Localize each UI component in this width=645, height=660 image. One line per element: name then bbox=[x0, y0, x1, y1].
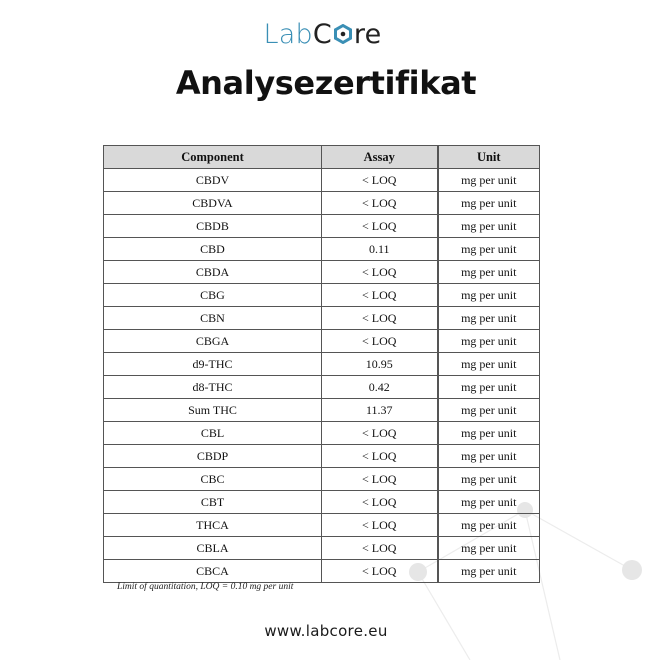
cell-assay: < LOQ bbox=[322, 169, 438, 192]
table-row bbox=[104, 169, 540, 192]
cell-unit: mg per unit bbox=[438, 330, 540, 353]
cell-unit: mg per unit bbox=[438, 284, 540, 307]
cell-unit: mg per unit bbox=[438, 399, 540, 422]
cell-assay: < LOQ bbox=[322, 468, 438, 491]
cell-component: CBC bbox=[104, 468, 322, 491]
header-assay: Assay bbox=[322, 146, 438, 169]
cell-component: d9-THC bbox=[104, 353, 322, 376]
cell-component: CBDVA bbox=[104, 192, 322, 215]
cell-unit: mg per unit bbox=[438, 491, 540, 514]
cell-assay: < LOQ bbox=[322, 307, 438, 330]
table-row bbox=[104, 514, 540, 537]
cell-unit: mg per unit bbox=[438, 169, 540, 192]
cell-unit: mg per unit bbox=[438, 261, 540, 284]
cell-assay: < LOQ bbox=[322, 215, 438, 238]
cell-component: CBG bbox=[104, 284, 322, 307]
hexagon-o-icon bbox=[333, 24, 353, 44]
header-component: Component bbox=[104, 146, 322, 169]
table-row bbox=[104, 353, 540, 376]
cell-assay: 0.11 bbox=[322, 238, 438, 261]
cell-assay: < LOQ bbox=[322, 491, 438, 514]
cell-assay: < LOQ bbox=[322, 422, 438, 445]
cell-component: CBLA bbox=[104, 537, 322, 560]
cell-component: d8-THC bbox=[104, 376, 322, 399]
cell-assay: < LOQ bbox=[322, 330, 438, 353]
cell-unit: mg per unit bbox=[438, 215, 540, 238]
cell-unit: mg per unit bbox=[438, 238, 540, 261]
cell-unit: mg per unit bbox=[438, 445, 540, 468]
table-row bbox=[104, 445, 540, 468]
cell-assay: < LOQ bbox=[322, 537, 438, 560]
cell-assay: 10.95 bbox=[322, 353, 438, 376]
table-row bbox=[104, 261, 540, 284]
cell-unit: mg per unit bbox=[438, 468, 540, 491]
table-row bbox=[104, 215, 540, 238]
cell-unit: mg per unit bbox=[438, 192, 540, 215]
cell-unit: mg per unit bbox=[438, 422, 540, 445]
website-link[interactable]: www.labcore.eu bbox=[264, 622, 388, 640]
logo-lab-text: Lab bbox=[263, 19, 313, 50]
cell-component: CBDV bbox=[104, 169, 322, 192]
cell-component: Sum THC bbox=[104, 399, 322, 422]
table-row bbox=[104, 422, 540, 445]
cell-unit: mg per unit bbox=[438, 307, 540, 330]
table-row bbox=[104, 399, 540, 422]
logo-core-rest-text: re bbox=[353, 19, 382, 50]
table-row bbox=[104, 491, 540, 514]
cell-assay: < LOQ bbox=[322, 514, 438, 537]
cell-component: CBGA bbox=[104, 330, 322, 353]
cell-unit: mg per unit bbox=[438, 560, 540, 583]
cell-component: CBDA bbox=[104, 261, 322, 284]
table-row bbox=[104, 307, 540, 330]
cell-assay: < LOQ bbox=[322, 192, 438, 215]
cell-assay: 11.37 bbox=[322, 399, 438, 422]
cell-component: CBDB bbox=[104, 215, 322, 238]
loq-footnote: Limit of quantitation, LOQ = 0.10 mg per unit bbox=[117, 582, 294, 592]
table-header-row bbox=[104, 146, 540, 169]
cell-assay: < LOQ bbox=[322, 284, 438, 307]
table-row bbox=[104, 560, 540, 583]
cell-unit: mg per unit bbox=[438, 514, 540, 537]
cell-component: CBCA bbox=[104, 560, 322, 583]
cell-assay: < LOQ bbox=[322, 261, 438, 284]
labcore-logo bbox=[0, 18, 645, 52]
table-row bbox=[104, 284, 540, 307]
cell-component: CBL bbox=[104, 422, 322, 445]
table-row bbox=[104, 468, 540, 491]
cell-unit: mg per unit bbox=[438, 537, 540, 560]
table-row bbox=[104, 376, 540, 399]
cell-assay: < LOQ bbox=[322, 560, 438, 583]
header-unit: Unit bbox=[438, 146, 540, 169]
cell-component: CBDP bbox=[104, 445, 322, 468]
cell-unit: mg per unit bbox=[438, 353, 540, 376]
cell-component: CBD bbox=[104, 238, 322, 261]
table-row bbox=[104, 238, 540, 261]
cell-component: CBN bbox=[104, 307, 322, 330]
cell-component: THCA bbox=[104, 514, 322, 537]
cell-component: CBT bbox=[104, 491, 322, 514]
cell-assay: 0.42 bbox=[322, 376, 438, 399]
table-row bbox=[104, 192, 540, 215]
logo-core-c-text: C bbox=[312, 19, 332, 50]
table-row bbox=[104, 537, 540, 560]
analysis-table bbox=[103, 145, 540, 583]
table-row bbox=[104, 330, 540, 353]
cell-assay: < LOQ bbox=[322, 445, 438, 468]
cell-unit: mg per unit bbox=[438, 376, 540, 399]
page-title: Analysezertifikat bbox=[175, 64, 477, 102]
